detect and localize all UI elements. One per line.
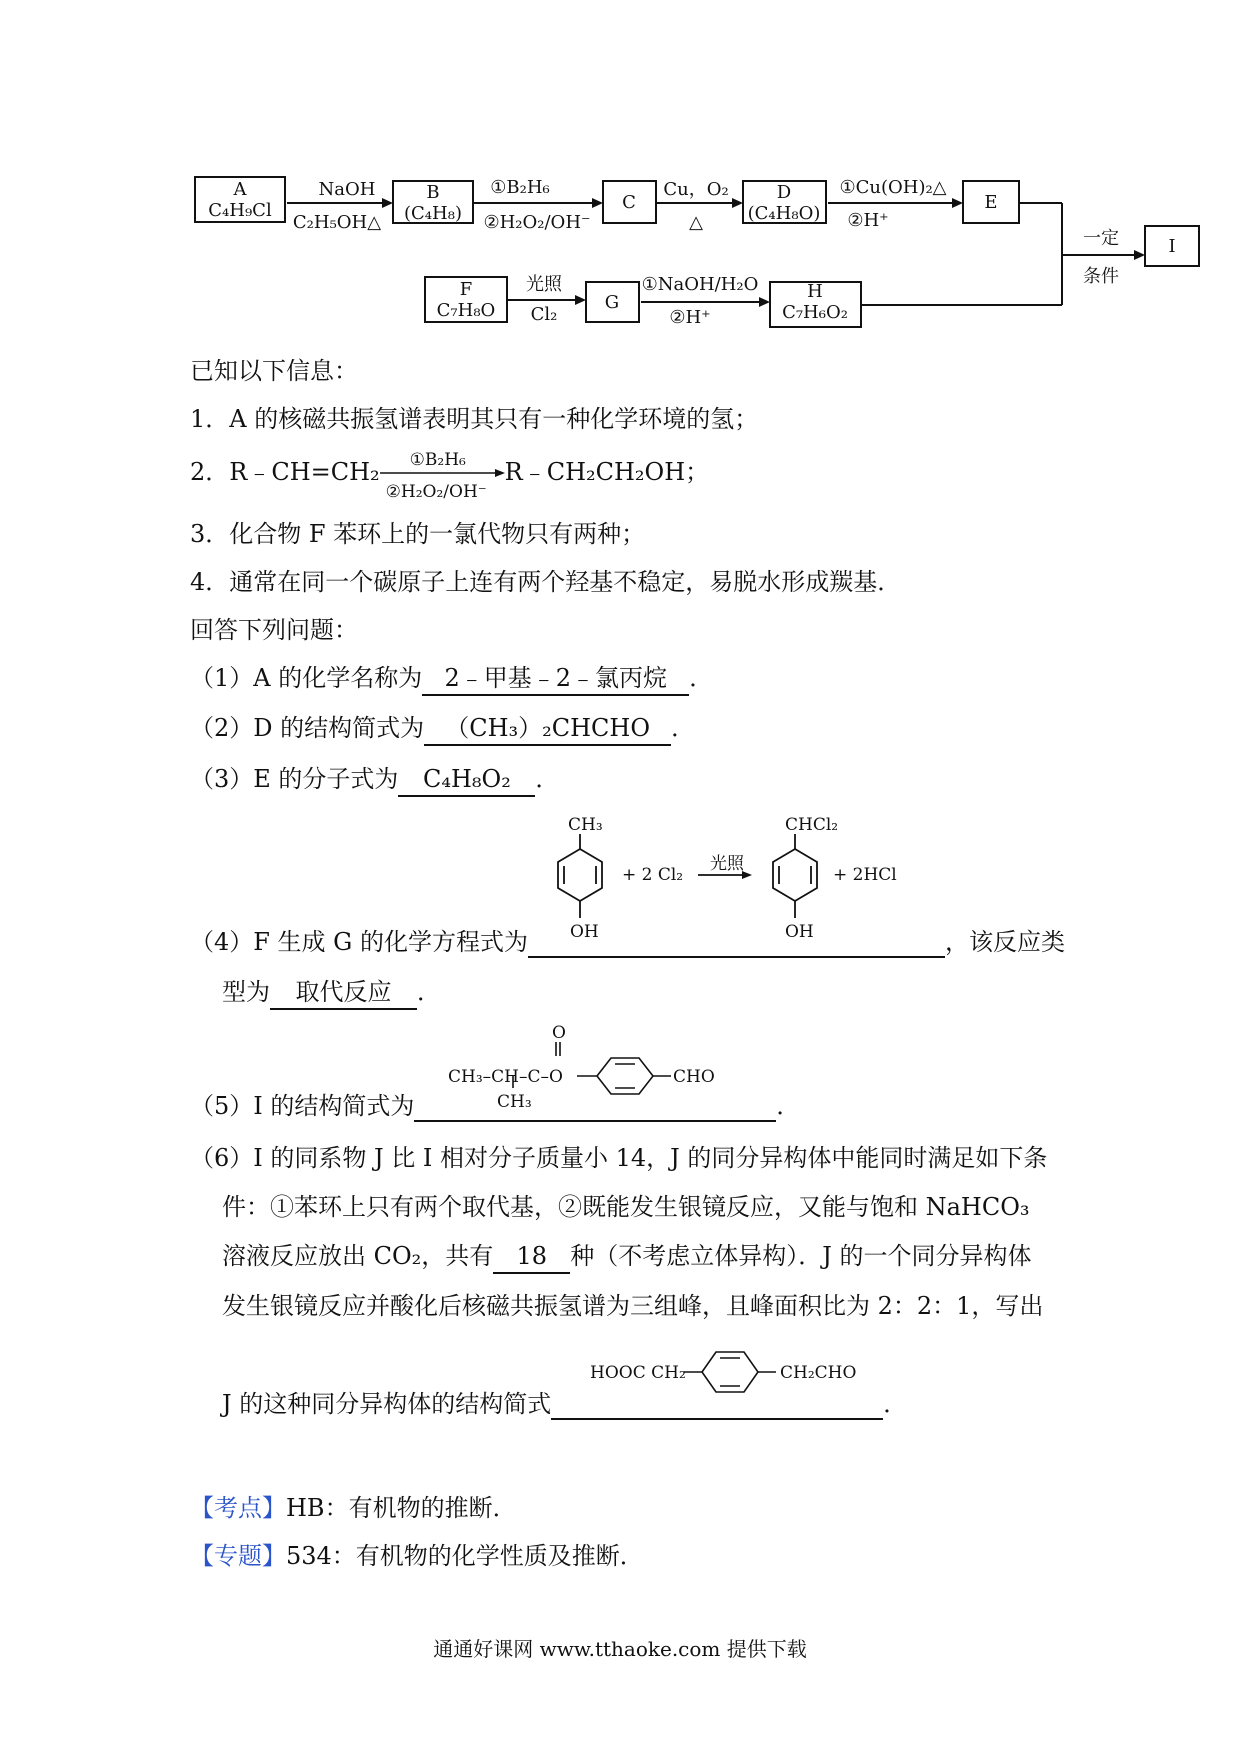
r7-bottom: 条件 <box>1083 266 1119 287</box>
q4-line2 <box>222 976 441 1010</box>
q4-line1 <box>190 926 1065 958</box>
q4-oh-left: OH <box>570 922 599 942</box>
q6-struct-prompt: J 的这种同分异构体的结构简式 <box>222 1390 552 1418</box>
q6-end: ． <box>883 1390 908 1418</box>
box-h-formula: C₇H₆O₂ <box>782 302 848 323</box>
q6-line5 <box>222 1388 907 1420</box>
r3-top: Cu，O₂ <box>663 179 729 200</box>
r4-bottom: ②H⁺ <box>847 210 889 231</box>
q5-chain: CH₃–CH–C–O <box>448 1067 563 1087</box>
info-2 <box>190 450 710 502</box>
q6-right-group: CH₂CHO <box>780 1363 857 1383</box>
info-2-arrow <box>380 450 505 502</box>
q1 <box>190 662 713 696</box>
info-2-prefix: 2．R﹣CH=CH₂ <box>190 458 380 486</box>
q2-end: ． <box>671 714 696 742</box>
q6-line4: 发生银镜反应并酸化后核磁共振氢谱为三组峰，且峰面积比为 2：2：1，写出 <box>222 1292 1044 1320</box>
q4-continuation: ，该反应类 <box>944 928 1065 956</box>
q6-count-post: 种（不考虑立体异构）．J 的一个同分异构体 <box>570 1242 1032 1270</box>
q6-blank <box>551 1392 883 1420</box>
box-a-formula: C₄H₉Cl <box>208 200 272 221</box>
box-e: E <box>984 192 998 213</box>
box-d-label: D <box>776 182 792 203</box>
r7-top: 一定 <box>1083 228 1119 249</box>
box-f-label: F <box>459 279 473 300</box>
r1-top: NaOH <box>318 179 376 200</box>
box-i: I <box>1168 236 1176 257</box>
q3 <box>190 763 559 797</box>
answer-title: 回答下列问题： <box>190 616 358 644</box>
q4-oh-right: OH <box>785 922 814 942</box>
q4-answer: 取代反应 <box>270 976 417 1010</box>
r5-bottom: Cl₂ <box>530 304 558 325</box>
r6-top: ①NaOH/H₂O <box>641 274 759 295</box>
q4-plus-hcl: + 2HCl <box>833 865 897 885</box>
r6-bottom: ②H⁺ <box>669 307 711 328</box>
kaodian-tag: 【考点】 <box>190 1494 286 1522</box>
q2-answer: （CH₃）₂CHCHO <box>424 712 671 746</box>
q6-left-group: HOOC CH₂ <box>590 1363 686 1383</box>
q2 <box>190 712 695 746</box>
r5-top: 光照 <box>526 274 562 295</box>
q5-prompt: （5）I 的结构简式为 <box>190 1092 415 1120</box>
info-2-suffix: R﹣CH₂CH₂OH； <box>504 458 710 486</box>
q1-answer: 2﹣甲基﹣2﹣氯丙烷 <box>422 662 689 696</box>
box-f-formula: C₇H₈O <box>436 300 496 321</box>
q6-line2: 件：①苯环上只有两个取代基，②既能发生银镜反应，又能与饱和 NaHCO₃ <box>222 1193 1030 1221</box>
kaodian-text: HB：有机物的推断． <box>286 1494 517 1522</box>
box-a-label: A <box>233 179 247 200</box>
q6-line3 <box>222 1240 1032 1274</box>
box-b-formula: (C₄H₈) <box>404 203 462 224</box>
q4-blank <box>528 930 945 958</box>
q5-line <box>190 1090 800 1122</box>
known-title: 已知以下信息： <box>190 357 358 385</box>
r3-bottom: △ <box>689 212 703 233</box>
q4-ch3: CH₃ <box>568 815 603 835</box>
kaodian <box>190 1492 517 1524</box>
q4-condition: 光照 <box>710 854 744 874</box>
q3-end: ． <box>535 765 560 793</box>
q4-plus-cl2: + 2 Cl₂ <box>622 865 684 885</box>
box-h-label: H <box>807 281 823 302</box>
info-2-cond-bottom: ②H₂O₂/OH⁻ <box>385 482 487 502</box>
q4-type-prompt: 型为 <box>222 978 270 1006</box>
q6-answer: 18 <box>493 1240 570 1274</box>
q6-line1: （6）I 的同系物 J 比 I 相对分子质量小 14，J 的同分异构体中能同时满足如下条 <box>190 1144 1048 1172</box>
box-d-formula: (C₄H₈O) <box>747 203 821 224</box>
box-b-label: B <box>426 182 440 203</box>
zhuanti-tag: 【专题】 <box>190 1542 286 1570</box>
q3-prompt: （3）E 的分子式为 <box>190 765 399 793</box>
q5-end: ． <box>776 1092 801 1120</box>
q1-end: ． <box>689 664 714 692</box>
r2-bottom: ②H₂O₂/OH⁻ <box>483 212 591 233</box>
r4-top: ①Cu(OH)₂△ <box>839 177 947 198</box>
box-c: C <box>622 192 636 213</box>
info-3: 3．化合物 F 苯环上的一氯代物只有两种； <box>190 520 646 548</box>
q5-methyl: CH₃ <box>497 1092 532 1112</box>
box-g: G <box>604 292 620 313</box>
zhuanti <box>190 1540 644 1572</box>
q5-carbonyl-o: O <box>552 1023 566 1043</box>
reaction-scheme <box>0 140 1240 340</box>
zhuanti-text: 534：有机物的化学性质及推断． <box>286 1542 644 1570</box>
q5-blank <box>414 1094 776 1122</box>
q1-prompt: （1）A 的化学名称为 <box>190 664 423 692</box>
info-1: 1．A 的核磁共振氢谱表明其只有一种化学环境的氢； <box>190 405 759 433</box>
q4-chcl2: CHCl₂ <box>785 815 839 835</box>
q6-count-prompt: 溶液反应放出 CO₂，共有 <box>222 1242 494 1270</box>
q4-prompt: （4）F 生成 G 的化学方程式为 <box>190 928 528 956</box>
page-footer: 通通好课网 www.tthaoke.com 提供下载 <box>433 1637 807 1661</box>
q5-cho: CHO <box>673 1067 715 1087</box>
q2-prompt: （2）D 的结构简式为 <box>190 714 425 742</box>
r2-top: ①B₂H₆ <box>490 177 550 198</box>
q4-end: ． <box>417 978 441 1006</box>
info-4: 4．通常在同一个碳原子上连有两个羟基不稳定，易脱水形成羰基． <box>190 568 902 596</box>
info-2-cond-top: ①B₂H₆ <box>409 450 466 470</box>
r1-bottom: C₂H₅OH△ <box>292 212 382 233</box>
q3-answer: C₄H₈O₂ <box>398 763 535 797</box>
